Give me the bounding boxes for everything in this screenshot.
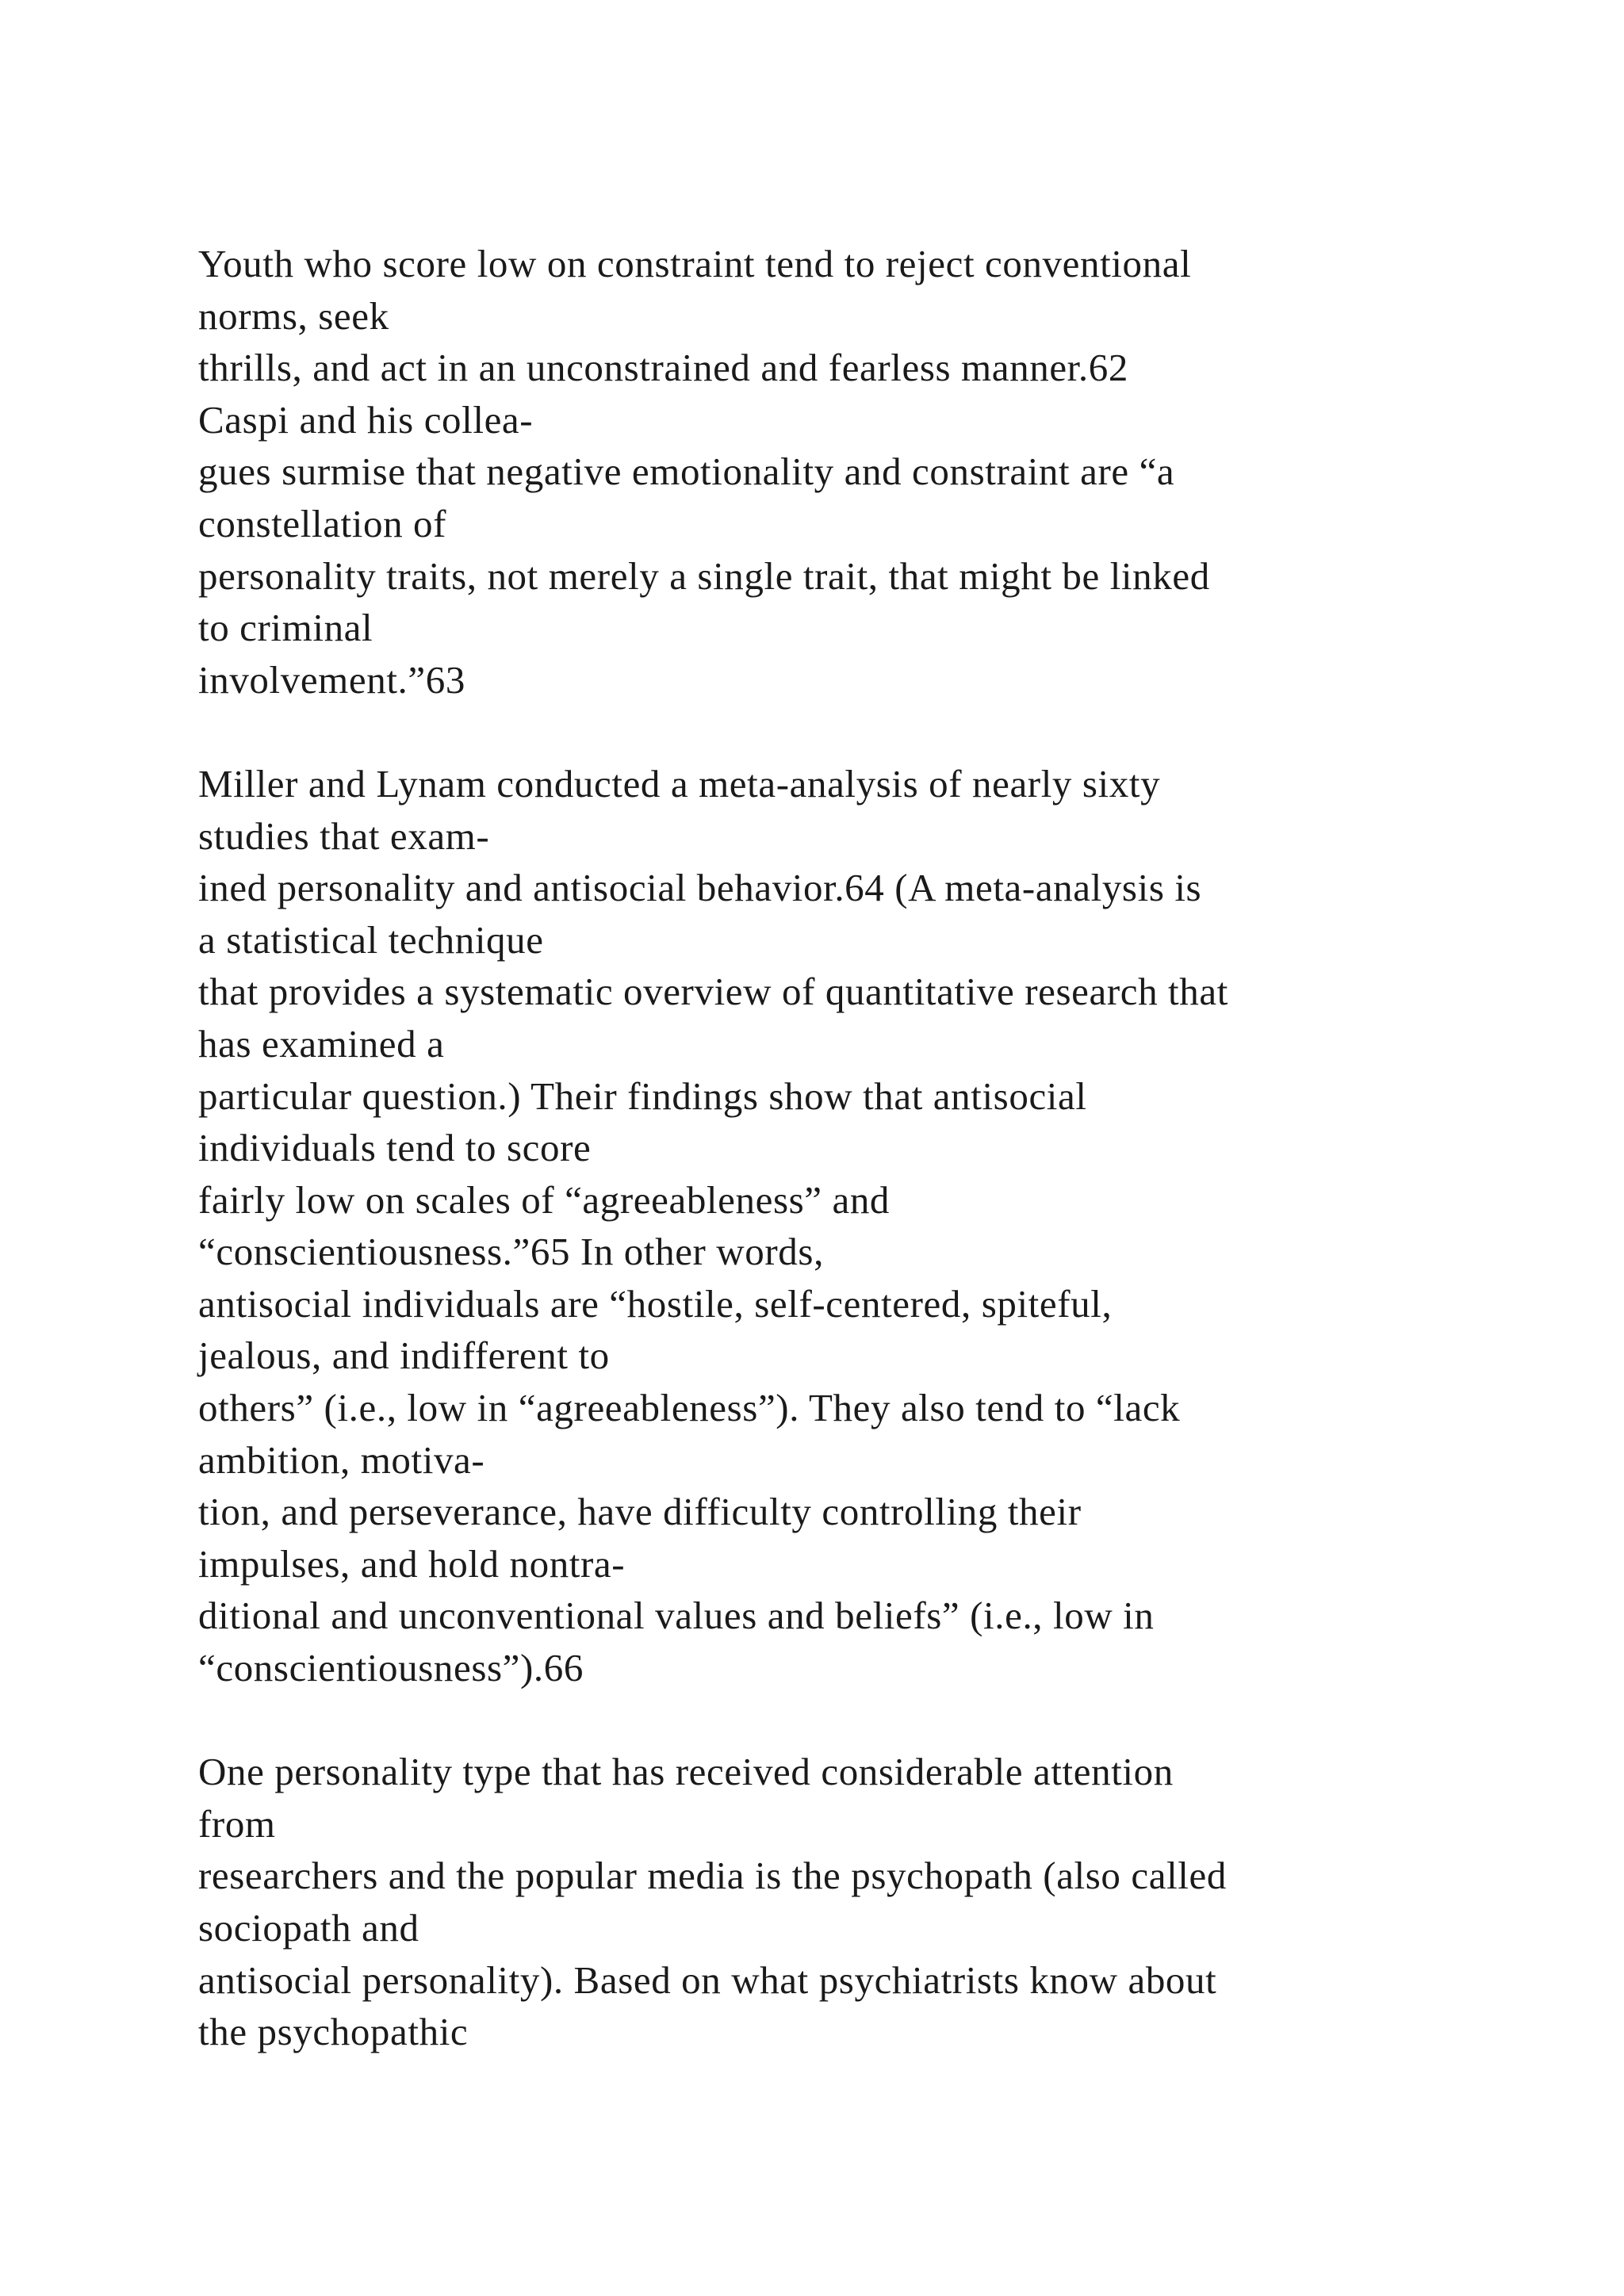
text-line: ambition, motiva- <box>198 1437 485 1482</box>
text-line: to criminal <box>198 606 373 650</box>
text-line: studies that exam- <box>198 813 490 858</box>
text-line: “conscientiousness”).66 <box>198 1646 584 1690</box>
text-line: researchers and the popular media is the psychopath (also called <box>198 1854 1227 1898</box>
text-line: personality traits, not merely a single trait, that might be linked <box>198 553 1210 598</box>
text-line: antisocial individuals are “hostile, self-centered, spiteful, <box>198 1281 1113 1326</box>
text-line: involvement.”63 <box>198 657 465 702</box>
text-line: “conscientiousness.”65 In other words, <box>198 1230 824 1274</box>
text-line: that provides a systematic overview of quantitative research that <box>198 970 1228 1014</box>
text-line: Miller and Lynam conducted a meta-analysis of nearly sixty <box>198 761 1161 806</box>
text-line: from <box>198 1801 276 1846</box>
paragraph-2 <box>198 758 1586 1694</box>
paragraph-1 <box>198 238 1586 706</box>
text-line: the psychopathic <box>198 2010 469 2054</box>
text-line: has examined a <box>198 1021 445 1066</box>
text-line: Caspi and his collea- <box>198 397 534 442</box>
text-line: others” (i.e., low in “agreeableness”). They also tend to “lack <box>198 1386 1181 1430</box>
text-line: tion, and perseverance, have difficulty controlling their <box>198 1490 1082 1534</box>
text-line: constellation of <box>198 501 447 545</box>
paragraph-3 <box>198 1746 1586 2058</box>
text-line: ined personality and antisocial behavior.64 (A meta-analysis is <box>198 866 1202 910</box>
document-page <box>198 238 1586 2058</box>
text-line: particular question.) Their findings show that antisocial <box>198 1073 1087 1118</box>
text-line: jealous, and indifferent to <box>198 1334 610 1378</box>
text-line: impulses, and hold nontra- <box>198 1541 626 1586</box>
text-line: fairly low on scales of “agreeableness” and <box>198 1177 891 1222</box>
text-line: individuals tend to score <box>198 1126 592 1170</box>
text-line: norms, seek <box>198 293 389 338</box>
text-line: One personality type that has received considerable attention <box>198 1750 1174 1794</box>
text-line: thrills, and act in an unconstrained and fearless manner.62 <box>198 346 1128 390</box>
text-line: ditional and unconventional values and beliefs” (i.e., low in <box>198 1594 1155 1638</box>
text-line: Youth who score low on constraint tend to reject conventional <box>198 242 1192 285</box>
text-line: antisocial personality). Based on what psychiatrists know about <box>198 1957 1217 2002</box>
text-line: a statistical technique <box>198 917 544 962</box>
text-line: gues surmise that negative emotionality and constraint are “a <box>198 450 1175 494</box>
text-line: sociopath and <box>198 1906 419 1950</box>
